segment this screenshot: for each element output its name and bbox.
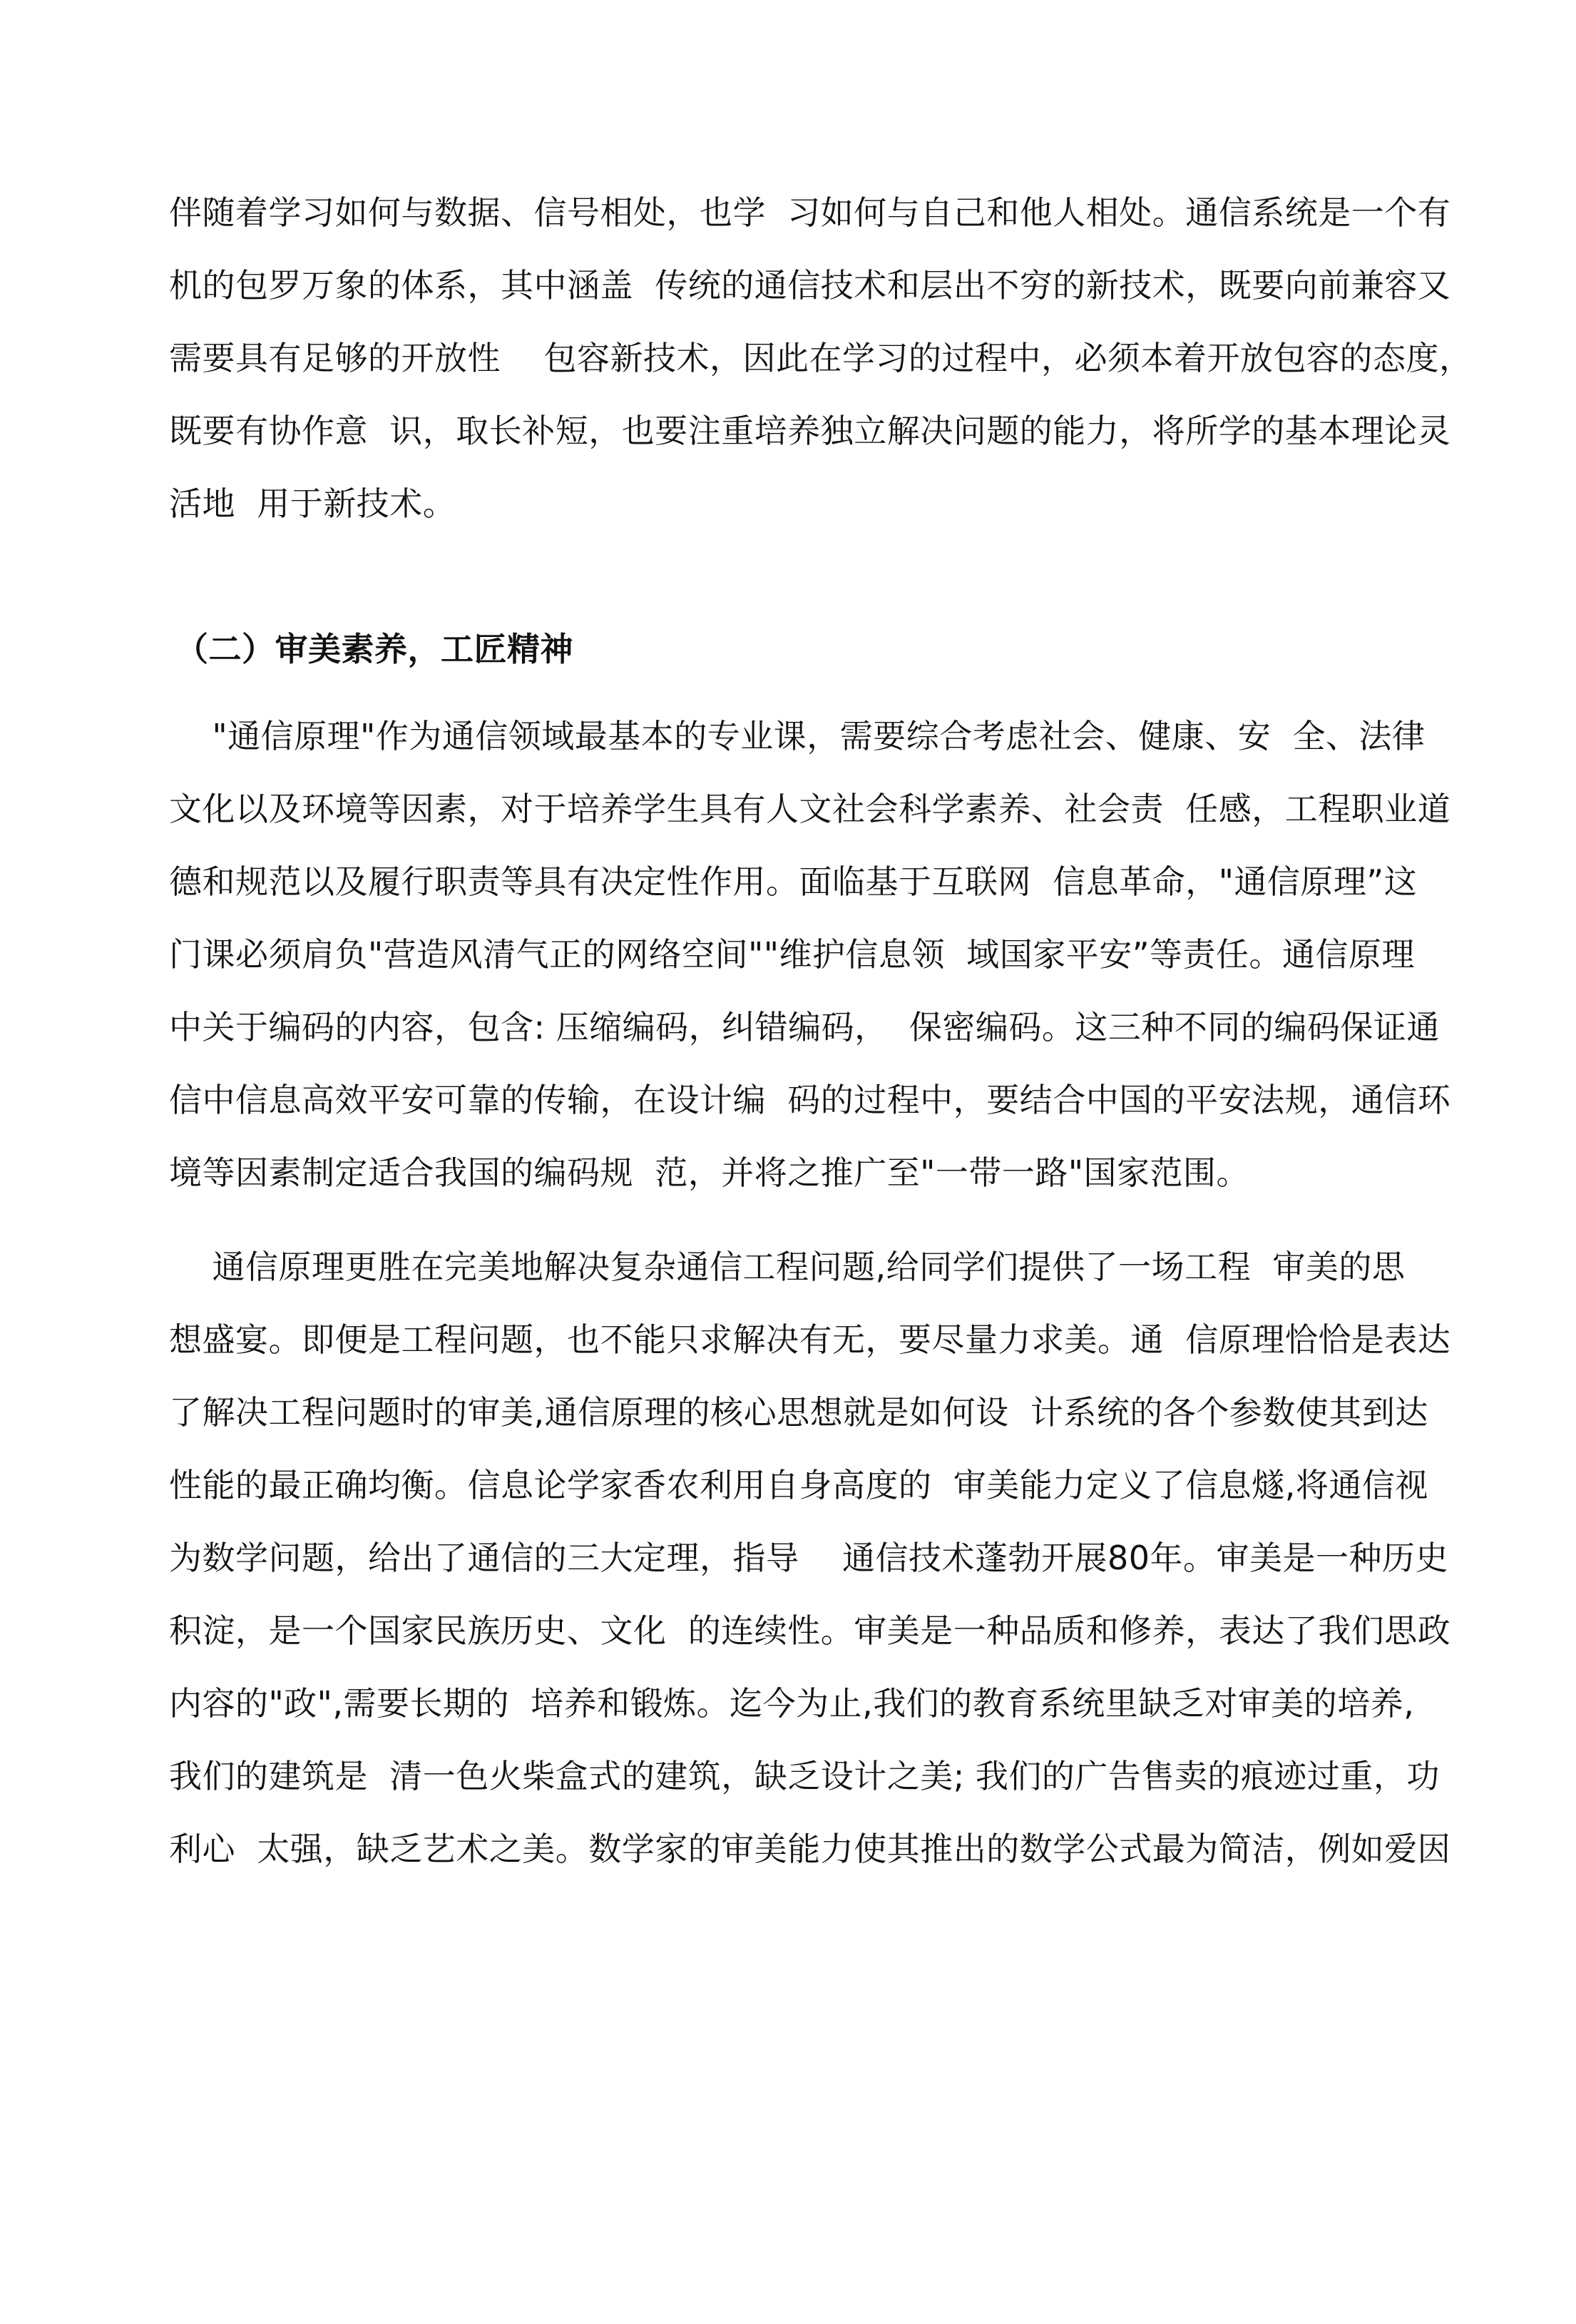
paragraph-2-line-3: 德和规范以及履行职责等具有决定性作用。面临基于互联网 信息革命，"通信原理”这	[169, 862, 1418, 901]
paragraph-3-line-4: 性能的最正确均衡。信息论学家香农利用自身高度的 审美能力定义了信息燧,将通信视	[169, 1466, 1428, 1504]
paragraph-3-line-1: 通信原理更胜在完美地解决复杂通信工程问题,给同学们提供了一场工程 审美的思	[169, 1248, 1406, 1286]
paragraph-3-line-6: 积淀，是一个国家民族历史、文化 的连续性。审美是一种品质和修养，表达了我们思政	[169, 1611, 1451, 1650]
paragraph-2-line-4: 门课必须肩负"营造风清气正的网络空间""维护信息领 域国家平安”等责任。通信原理	[169, 935, 1416, 974]
section-heading: （二）审美素养，工匠精神	[175, 630, 573, 668]
paragraph-3-line-5: 为数学问题，给出了通信的三大定理，指导 通信技术蓬勃开展80年。审美是一种历史	[169, 1539, 1449, 1577]
paragraph-1-line-4: 既要有协作意 识，取长补短，也要注重培养独立解决问题的能力，将所学的基本理论灵	[169, 412, 1451, 450]
paragraph-3-line-2: 想盛宴。即便是工程问题，也不能只求解决有无，要尽量力求美。通 信原理恰恰是表达	[169, 1320, 1451, 1359]
paragraph-1-line-3: 需要具有足够的开放性 包容新技术，因此在学习的过程中，必须本着开放包容的态度，	[169, 339, 1473, 377]
paragraph-2-line-1: "通信原理"作为通信领域最基本的专业课，需要综合考虑社会、健康、安 全、法律	[169, 717, 1426, 755]
paragraph-1-line-1: 伴随着学习如何与数据、信号相处，也学 习如何与自己和他人相处。通信系统是一个有	[169, 193, 1451, 232]
paragraph-3-line-8: 我们的建筑是 清一色火柴盒式的建筑，缺乏设计之美; 我们的广告售卖的痕迹过重，功	[169, 1757, 1440, 1795]
paragraph-2-line-2: 文化以及环境等因素，对于培养学生具有人文社会科学素养、社会责 任感，工程职业道	[169, 790, 1451, 828]
paragraph-3-line-7: 内容的"政",需要长期的 培养和锻炼。迄今为止,我们的教育系统里缺乏对审美的培养,	[169, 1684, 1415, 1723]
paragraph-2-line-6: 信中信息高效平安可靠的传输，在设计编 码的过程中，要结合中国的平安法规，通信环	[169, 1081, 1451, 1119]
paragraph-1-line-2: 机的包罗万象的体系，其中涵盖 传统的通信技术和层出不穷的新技术，既要向前兼容又	[169, 266, 1451, 305]
paragraph-2-line-7: 境等因素制定适合我国的编码规 范，并将之推广至"一带一路"国家范围。	[169, 1153, 1250, 1192]
paragraph-3-line-9: 利心 太强，缺乏艺术之美。数学家的审美能力使其推出的数学公式最为简洁，例如爱因	[169, 1830, 1451, 1868]
paragraph-3-line-3: 了解决工程问题时的审美,通信原理的核心思想就是如何设 计系统的各个参数使其到达	[169, 1393, 1428, 1432]
paragraph-2-line-5: 中关于编码的内容，包含: 压缩编码，纠错编码， 保密编码。这三种不同的编码保证通	[169, 1008, 1440, 1046]
paragraph-1-line-5: 活地 用于新技术。	[169, 484, 456, 523]
